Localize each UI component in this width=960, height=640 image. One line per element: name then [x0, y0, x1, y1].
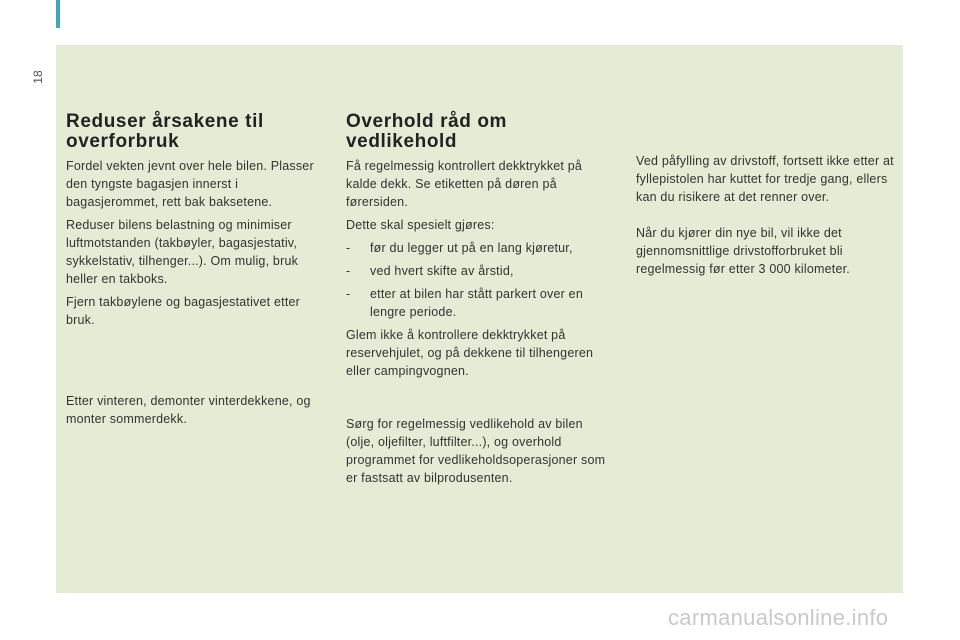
left-paragraph-2: Reduser bilens belastning og minimiser luftmotstanden (takbøyler, bagasjestativ, sykkelstativ, tilhenger...). Om mulig, bruk heller en takboks. — [66, 218, 299, 286]
left-paragraph-3: Fjern takbøylene og bagasjestativet etter bruk. — [66, 295, 301, 327]
dash-bullet: - — [346, 241, 351, 255]
dash-bullet: - — [346, 287, 351, 301]
left-paragraph-winter: Etter vinteren, demonter vinterdekkene, og monter sommerdekk. — [66, 394, 311, 426]
list-item — [346, 285, 610, 321]
list-item-text: etter at bilen har stått parkert over en lengre periode. — [370, 287, 583, 319]
checklist — [346, 239, 610, 321]
list-item — [346, 262, 610, 280]
list-item — [346, 239, 610, 257]
left-column — [66, 112, 318, 433]
page-number: 18 — [31, 70, 45, 84]
list-item-text: før du legger ut på en lang kjøretur, — [370, 241, 573, 255]
middle-after-list: Glem ikke å kontrollere dekktrykket på reservehjulet, og på dekkene til tilhengeren eller campingvognen. — [346, 328, 594, 378]
right-column — [636, 152, 898, 283]
dash-bullet: - — [346, 264, 351, 278]
middle-intro: Få regelmessig kontrollert dekktrykket på kalde dekk. Se etiketten på døren på førersiden. — [346, 159, 583, 209]
middle-list-intro: Dette skal spesielt gjøres: — [346, 218, 495, 232]
watermark: carmanualsonline.info — [668, 605, 889, 630]
left-heading: Reduser årsakene til overforbruk — [66, 111, 264, 152]
right-paragraph-refuel: Ved påfylling av drivstoff, fortsett ikke etter at fyllepistolen har kuttet for tredje gang, ellers kan du risikere at det renner over. — [636, 154, 894, 204]
middle-maintenance: Sørg for regelmessig vedlikehold av bilen (olje, oljefilter, luftfilter...), og overhold programmet for vedlikeholdsoperasjoner som er fastsatt av bilprodusenten. — [346, 417, 606, 485]
middle-heading: Overhold råd om vedlikehold — [346, 111, 508, 152]
chapter-tab-marker — [56, 0, 60, 28]
middle-column — [346, 112, 610, 492]
left-paragraph-1: Fordel vekten jevnt over hele bilen. Plasser den tyngste bagasjen innerst i bagasjerommet, rett bak baksetene. — [66, 159, 314, 209]
list-item-text: ved hvert skifte av årstid, — [370, 264, 514, 278]
right-paragraph-new-car: Når du kjører din nye bil, vil ikke det gjennomsnittlige drivstofforbruket bli regelmessig før etter 3 000 kilometer. — [636, 226, 850, 276]
